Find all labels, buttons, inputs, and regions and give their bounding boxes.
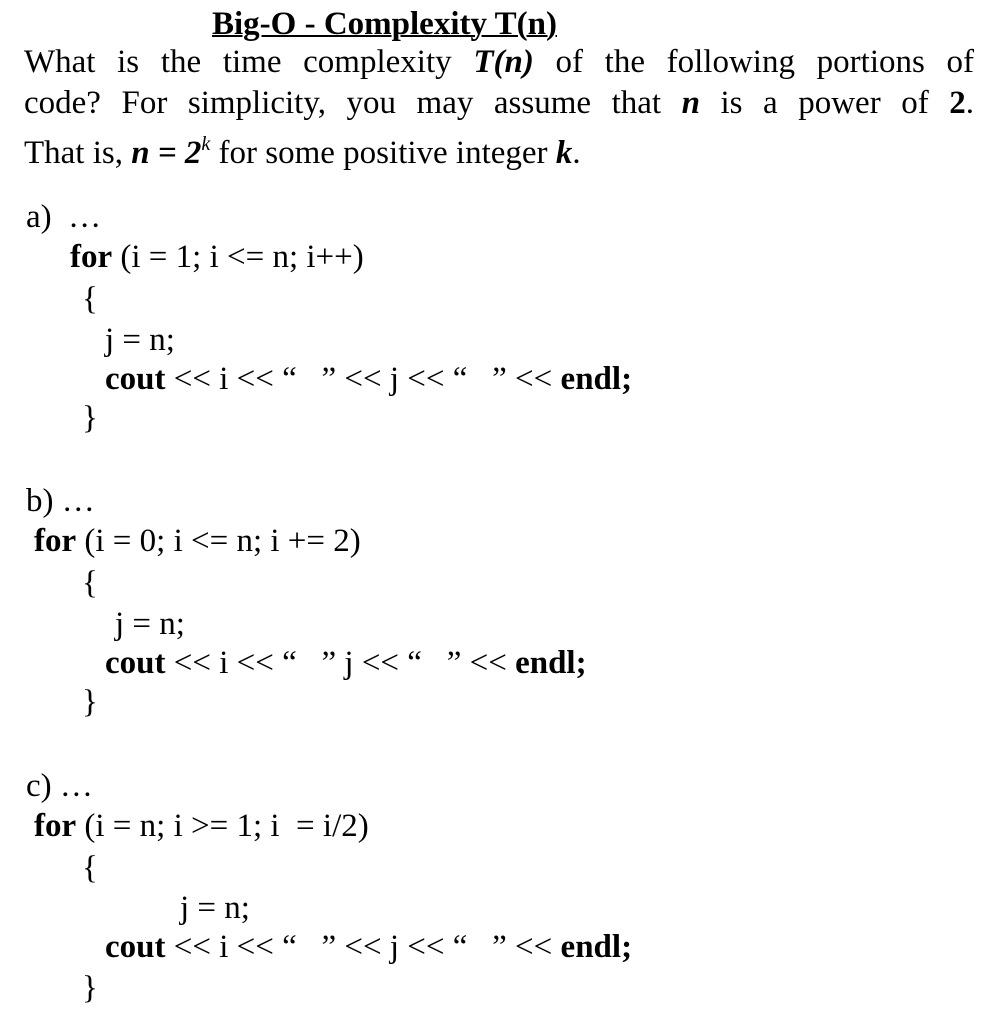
part-b-cout-line [105, 643, 587, 683]
for-header: (i = 1; i <= n; i++) [112, 239, 364, 275]
intro-text: is a power of [699, 85, 950, 121]
exponent-k: k [201, 133, 211, 155]
symbol-tn: T(n) [473, 44, 534, 80]
part-b-for-line [34, 521, 361, 561]
cout-keyword: cout [105, 361, 166, 397]
intro-line-1 [24, 42, 974, 83]
for-keyword: for [70, 239, 113, 275]
for-keyword: for [34, 523, 77, 559]
cout-body: << i << “ ” j << “ ” << [165, 645, 516, 681]
intro-text: code? For simplicity, you may assume that [24, 85, 682, 121]
part-c-assign: j = n; [180, 890, 250, 926]
intro-text: What is the time complexity [24, 44, 474, 80]
part-c-label: c) … [26, 768, 93, 804]
endl-keyword: endl; [560, 929, 633, 965]
symbol-k: k [555, 135, 573, 171]
part-a-open-brace: { [82, 281, 98, 317]
part-c-close-brace: } [82, 970, 98, 1006]
part-a-close-brace: } [82, 400, 98, 436]
page-title: Big-O - Complexity T(n) [212, 6, 557, 42]
part-b-close-brace: } [82, 684, 98, 720]
cout-keyword: cout [105, 645, 166, 681]
symbol-n: n [681, 85, 700, 121]
intro-line-3 [24, 124, 974, 174]
intro-text: for some positive integer [210, 135, 556, 171]
for-header: (i = 0; i <= n; i += 2) [76, 523, 361, 559]
cout-keyword: cout [105, 929, 166, 965]
intro-text: . [965, 85, 974, 121]
equation-n: n = 2 [131, 135, 202, 171]
intro-text: That is, [24, 135, 132, 171]
part-a-assign: j = n; [105, 322, 175, 358]
part-a-cout-line [105, 359, 632, 399]
part-c-for-line [34, 806, 369, 846]
intro-text: of the following portions of [533, 44, 974, 80]
part-c-cout-line [105, 927, 632, 967]
part-b-open-brace: { [82, 565, 98, 601]
endl-keyword: endl; [515, 645, 587, 681]
part-a-for-line [70, 237, 364, 277]
intro-line-2 [24, 83, 974, 124]
for-header: (i = n; i >= 1; i = i/2) [76, 808, 369, 844]
part-b-label: b) … [26, 483, 95, 519]
cout-body: << i << “ ” << j << “ ” << [165, 361, 561, 397]
cout-body: << i << “ ” << j << “ ” << [165, 929, 561, 965]
for-keyword: for [34, 808, 77, 844]
part-b-assign: j = n; [115, 606, 185, 642]
endl-keyword: endl; [560, 361, 633, 397]
symbol-two: 2 [949, 85, 966, 121]
intro-text: . [572, 135, 581, 171]
intro-paragraph [24, 42, 974, 174]
part-c-open-brace: { [82, 850, 98, 886]
part-a-label: a) … [26, 199, 102, 235]
